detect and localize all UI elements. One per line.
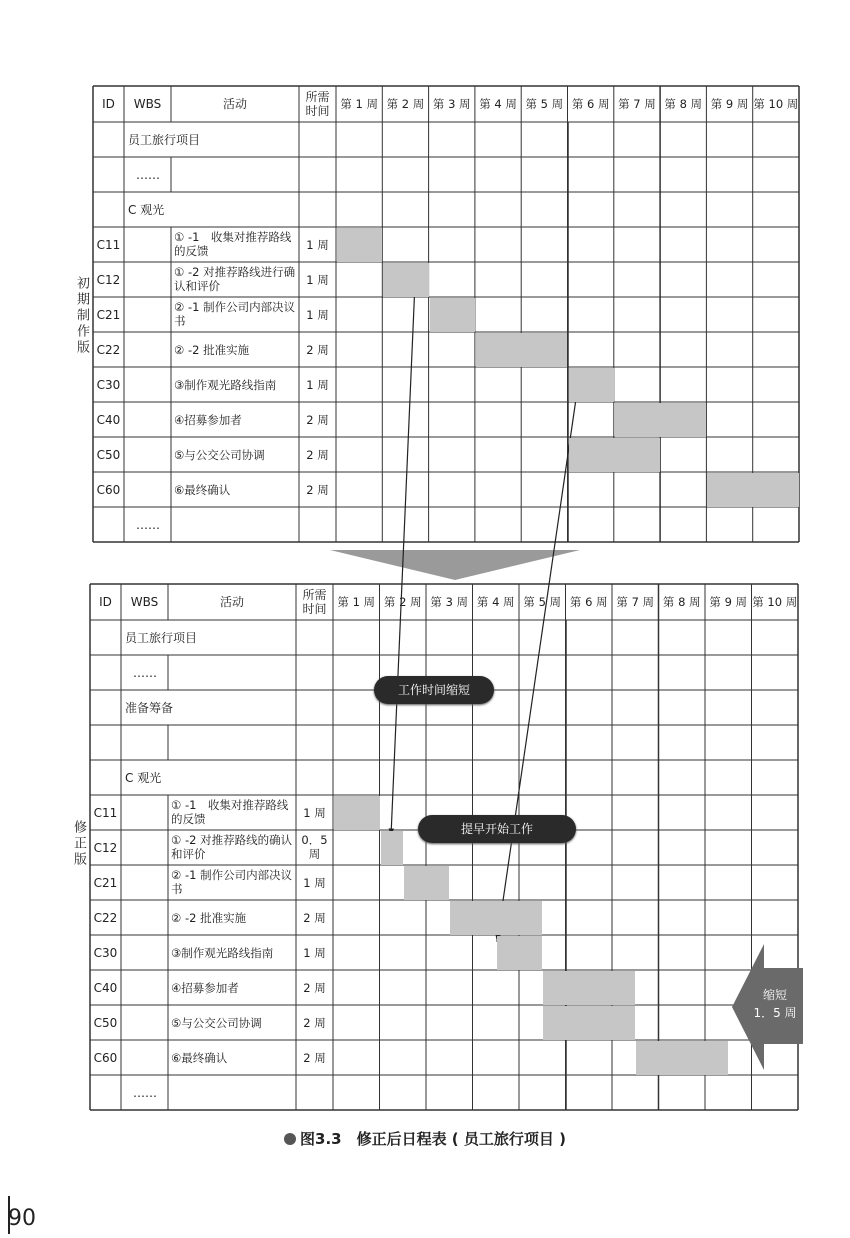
initial-task-id: C60 — [96, 482, 121, 497]
initial-task-duration: 2 周 — [306, 447, 329, 462]
shortened-label-1: 缩短 — [762, 988, 787, 1002]
initial-header-week: 第 5 周 — [525, 97, 564, 111]
callout-start-early: 提早开始工作 — [418, 815, 576, 843]
initial-task-bar — [569, 438, 661, 472]
revised-version-label: 修正版 — [71, 820, 86, 868]
initial-header-week: 第 4 周 — [479, 97, 517, 111]
page-number: 90 — [8, 1206, 36, 1231]
revised-task-bar — [334, 796, 380, 830]
initial-task-bar — [383, 263, 428, 297]
revised-task-activity: ② -1 制作公司内部决议书 — [171, 868, 293, 896]
revised-header-duration: 所需时间 — [302, 588, 327, 616]
initial-task-duration: 2 周 — [306, 482, 329, 497]
initial-task-activity: ⑥最终确认 — [174, 482, 231, 497]
initial-section-label: 员工旅行项目 — [128, 132, 201, 147]
revised-task-bar — [450, 901, 542, 935]
initial-version-label: 初期制作版 — [74, 276, 89, 356]
revised-task-id: C22 — [93, 910, 118, 925]
revised-header-week: 第 7 周 — [616, 595, 655, 609]
initial-header-week: 第 3 周 — [432, 97, 471, 111]
revised-task-id: C12 — [93, 840, 118, 855]
shortened-label-2: 1．5 周 — [753, 1006, 797, 1020]
revised-header-week: 第 9 周 — [709, 595, 748, 609]
initial-task-bar — [337, 228, 382, 262]
revised-header-week: 第 1 周 — [337, 595, 376, 609]
revised-task-bar — [636, 1041, 728, 1075]
revised-task-duration: 2 周 — [303, 1015, 326, 1030]
revised-task-duration: 1 周 — [303, 805, 326, 820]
initial-task-id: C12 — [96, 272, 121, 287]
figure-caption-text: 图3.3 修正后日程表 ( 员工旅行项目 ) — [300, 1130, 566, 1148]
initial-task-id: C50 — [96, 447, 121, 462]
initial-task-activity: ④招募参加者 — [174, 412, 242, 427]
revised-header-week: 第 3 周 — [430, 595, 469, 609]
revised-task-duration: 0．5 周 — [301, 833, 328, 861]
initial-section-label: …… — [136, 167, 160, 182]
revised-task-bar — [404, 866, 450, 900]
revised-section-label: 员工旅行项目 — [125, 630, 198, 645]
initial-task-duration: 1 周 — [306, 272, 329, 287]
revised-task-activity: ① -1 收集对推荐路线的反馈 — [171, 798, 289, 826]
revised-task-duration: 1 周 — [303, 875, 326, 890]
initial-header-week: 第 2 周 — [386, 97, 425, 111]
initial-task-activity: ① -2 对推荐路线进行确认和评价 — [174, 265, 296, 293]
initial-task-duration: 2 周 — [306, 342, 329, 357]
hexagon-bullet-icon — [284, 1133, 296, 1145]
initial-task-bar — [707, 473, 799, 507]
revised-header-activity: 活动 — [219, 595, 244, 609]
revised-task-id: C21 — [93, 875, 118, 890]
initial-task-id: C11 — [96, 237, 121, 252]
revised-task-id: C50 — [93, 1015, 118, 1030]
initial-task-id: C22 — [96, 342, 121, 357]
revised-header-week: 第 6 周 — [569, 595, 608, 609]
initial-header-week: 第 7 周 — [618, 97, 656, 111]
initial-task-bar — [476, 333, 568, 367]
revised-task-bar — [497, 936, 543, 970]
revised-header-week: 第 5 周 — [523, 595, 562, 609]
revised-section-label: …… — [133, 1085, 157, 1100]
initial-header-week: 第 1 周 — [340, 97, 378, 111]
initial-header-activity: 活动 — [222, 97, 247, 111]
revised-section-label: C 观光 — [125, 770, 162, 785]
revised-task-duration: 1 周 — [303, 945, 326, 960]
transition-arrow-icon — [330, 550, 580, 580]
revised-task-duration: 2 周 — [303, 910, 326, 925]
initial-header-wbs: WBS — [133, 97, 162, 111]
revised-task-id: C11 — [93, 805, 118, 820]
revised-task-bar — [381, 831, 403, 865]
revised-task-id: C40 — [93, 980, 118, 995]
initial-section-label: …… — [136, 517, 160, 532]
initial-task-id: C40 — [96, 412, 121, 427]
revised-task-id: C30 — [93, 945, 118, 960]
initial-header-id: ID — [102, 97, 115, 111]
initial-task-activity: ② -2 批准实施 — [174, 342, 250, 357]
revised-task-activity: ⑥最终确认 — [171, 1050, 228, 1065]
initial-task-activity: ① -1 收集对推荐路线的反馈 — [174, 230, 292, 258]
revised-task-bar — [543, 971, 635, 1005]
revised-header-wbs: WBS — [130, 595, 159, 609]
revised-task-duration: 2 周 — [303, 980, 326, 995]
initial-section-label: C 观光 — [128, 202, 165, 217]
initial-task-activity: ③制作观光路线指南 — [174, 377, 277, 392]
revised-header-week: 第 2 周 — [383, 595, 422, 609]
revised-task-bar — [543, 1006, 635, 1040]
revised-header-week: 第 4 周 — [476, 595, 515, 609]
revised-task-activity: ② -2 批准实施 — [171, 910, 247, 925]
revised-task-activity: ③制作观光路线指南 — [171, 945, 274, 960]
initial-task-activity: ⑤与公交公司协调 — [174, 447, 265, 462]
revised-task-id: C60 — [93, 1050, 118, 1065]
initial-task-duration: 1 周 — [306, 237, 329, 252]
initial-task-duration: 2 周 — [306, 412, 329, 427]
initial-task-duration: 1 周 — [306, 307, 329, 322]
initial-task-activity: ② -1 制作公司内部决议书 — [174, 300, 296, 328]
initial-task-id: C30 — [96, 377, 121, 392]
revised-section-label: 准备筹备 — [125, 700, 174, 715]
revised-header-week: 第 8 周 — [662, 595, 701, 609]
revised-header-id: ID — [99, 595, 112, 609]
initial-task-bar — [430, 298, 475, 332]
initial-task-bar — [569, 368, 614, 402]
initial-header-duration: 所需时间 — [305, 90, 330, 118]
initial-task-bar — [615, 403, 707, 437]
initial-header-week: 第 10 周 — [753, 97, 799, 111]
initial-header-week: 第 9 周 — [710, 97, 749, 111]
initial-task-id: C21 — [96, 307, 121, 322]
revised-section-label: …… — [133, 665, 157, 680]
initial-task-duration: 1 周 — [306, 377, 329, 392]
callout-shorten-work: 工作时间缩短 — [374, 676, 494, 704]
revised-task-activity: ⑤与公交公司协调 — [171, 1015, 262, 1030]
figure-caption — [0, 1128, 850, 1149]
initial-header-week: 第 8 周 — [664, 97, 703, 111]
revised-header-week: 第 10 周 — [752, 595, 798, 609]
revised-task-activity: ① -2 对推荐路线的确认和评价 — [171, 833, 293, 861]
revised-task-activity: ④招募参加者 — [171, 980, 239, 995]
initial-header-week: 第 6 周 — [571, 97, 610, 111]
revised-task-duration: 2 周 — [303, 1050, 326, 1065]
